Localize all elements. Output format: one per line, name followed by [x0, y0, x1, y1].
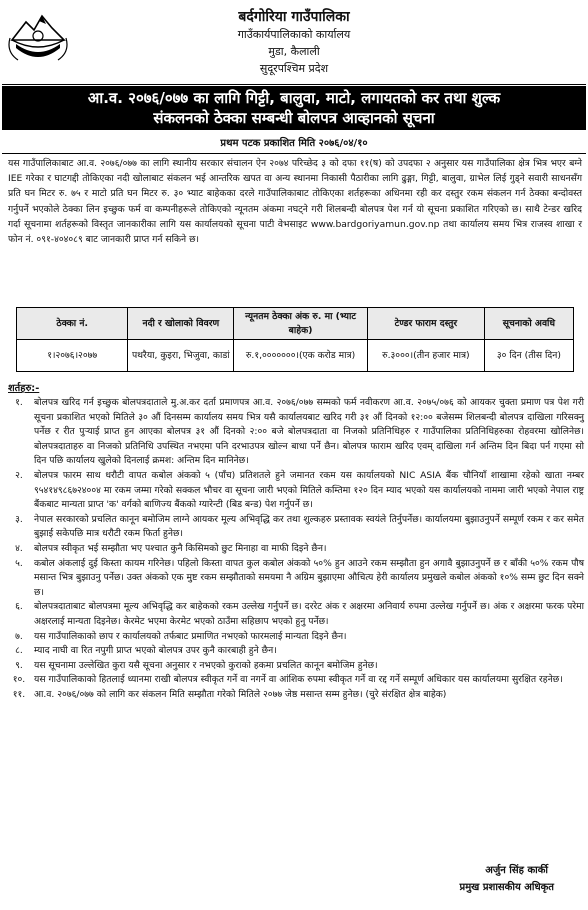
condition-number: ९.: [15, 659, 23, 671]
list-item: [4, 396, 584, 469]
condition-number: ७.: [15, 630, 23, 642]
cell-contract-no: १।२०७६।२०७७: [17, 340, 128, 372]
notice-title-banner: [2, 86, 586, 130]
list-item: [4, 688, 584, 703]
condition-number: ५.: [15, 557, 23, 569]
condition-number: १०.: [12, 674, 26, 686]
tender-table-header-row: [17, 308, 574, 340]
condition-number: ११.: [12, 688, 26, 700]
col-header-notice-period: सूचनाको अवधि: [484, 308, 573, 340]
condition-text: बोलपत्र फारम साथ धरौटी वापत कबोल अंकको ५ (पाँच) प्रतिशतले हुने जमानत रकम यस कार्यालयको NIC ASIA बैंक चौनियाँ शाखामा रहेको खाता नम्बर ९५४१४९८६७२४००४ मा रकम जम्मा गरेको सक्कल भौचर वा सूचना जारी भएको मितिले कम्तिमा १२० दिन म्याद भएको यस कार्यालयको नाममा जारी भएको नेपाल राष्ट्र बैंकबाट मान्यता प्राप्त 'क' वर्गको बाणिज्य बैंकको ग्यारेन्टी (बिड बन्ड) पेश गर्नुपर्ने छ।: [34, 469, 584, 511]
signatory-title: प्रमुख प्रशासकीय अधिकृत: [459, 882, 554, 893]
list-item: [4, 673, 584, 688]
letterhead: [0, 0, 588, 84]
condition-number: १.: [15, 397, 23, 408]
conditions-list: [4, 396, 584, 702]
col-header-river-details: नदी र खोलाको विवरण: [128, 308, 234, 340]
col-header-contract-no: ठेक्का नं.: [17, 308, 128, 340]
cell-notice-period: ३० दिन (तीस दिन): [484, 340, 573, 372]
list-item: [4, 542, 584, 557]
condition-text: यस गाउँपालिकाको हितलाई ध्यानमा राखी बोलपत्र स्वीकृत गर्ने वा नगर्ने वा आंशिक रुपमा स्वीकृत गर्ने वा रद्द गर्ने सम्पूर्ण अधिकार यस कार्यालयमा सुरक्षित रहनेछ।: [34, 674, 563, 686]
cell-river-details: पथरैया, कुइरा, भिजुवा, काडां: [128, 340, 234, 372]
list-item: [4, 469, 584, 513]
intro-paragraph: यस गाउँपालिकाबाट आ.व. २०७६/०७७ का लागि स्थानीय सरकार संचालन ऐन २०७४ परिच्छेद ३ को दफा ११(ष) को उपदफा २ अनुसार यस गाउँपालिका क्षेत्र भित्र भएर बग्ने IEE गरेका र घाटगद्दी तोकिएका नदी खोलाबाट संकलन भई आन्तरिक खपत वा अन्य स्थानमा निकासी पैठारीका लागि ढुङ्गा, गिट्टी, बालुवा, ग्राभेल लिई गुड्ने सवारी साधनसँग प्रति घन मिटर रु. ७५ र माटो प्रति घन मिटर रु. ३० भ्याट बाहेकका दरले गाउँपालिकाबाट तोकिएका शर्तहरूका अधिनमा रही कर दस्तुर रकम संकलन गर्न ठेक्का बन्दोवस्त गर्नुपर्ने भएकोले ठेक्का लिन इच्छुक फर्म वा कम्पनीहरूले तोकिएको न्यूनतम अंकमा नघट्ने गरी शिलबन्दी बोलपत्र पेश गर्न यो सूचना प्रकाशित गरिएको छ। साथै टेन्डर खरिद गर्दा सूचनामा शर्तहरूको विस्तृत जानकारीका लागि यस कार्यालयको सूचना पाटी वेभसाइट www.bardgoriyamun.gov.np तथा कार्यालय समय भित्र राजस्व शाखा र फोन नं. ०९१-४०४०८९ बाट जानकारी प्राप्त गर्न सकिने छ।: [8, 158, 582, 246]
condition-number: ३.: [15, 513, 23, 525]
list-item: [4, 513, 584, 542]
condition-text: बोलपत्र खरिद गर्न इच्छुक बोलपत्रदाताले मु.अ.कर दर्ता प्रमाणपत्र आ.व. २०७६/०७७ सम्मको फर्म नवीकरण आ.व. २०७५/०७६ को आयकर चुक्ता प्रमाण पत्र पेश गरी सूचना प्रकाशित भएको मितिले ३० औं दिनसम्म कार्यालय समय भित्र यसै कार्यालयबाट खरिद गरी ३१ औं दिनको १२:०० बजेसम्म शिलबन्दी बोलपत्र दाखिला गरिसक्नु पर्नेछ र रीत पुऱ्याई प्राप्त हुन आएका बोलपत्र ३१ औं दिनको २:०० बजे बोलपत्रदाता वा निजको प्रतिनिधिहरु र गाउँपालिका प्रतिनिधिहरुका रोहवरमा खोलिनेछ। बोलपत्रदाताहरु वा निजको प्रतिनिधि उपस्थित नभएमा पनि दरभाउपत्र खोल्न बाधा पर्ने छैन। बोलपत्र फाराम खरिद एवम् दाखिला गर्न अन्तिम दिन बिदा पर्न गएमा सो दिन पछि कार्यालय खुलेको दिनलाई क्रमश: अन्तिम दिन मानिनेछ।: [34, 397, 584, 467]
header-divider: [2, 84, 586, 85]
office-name: गाउँकार्यपालिकाको कार्यालय: [237, 28, 351, 41]
notice-title-line-2: संकलनको ठेक्का सम्बन्धी बोलपत्र आव्हानको सूचना: [153, 109, 435, 127]
tender-table: [16, 307, 574, 372]
office-location: मुडा, कैलाली: [268, 45, 320, 58]
municipality-name: बर्दगोरिया गाउँपालिका: [238, 9, 350, 25]
condition-text: यस गाउँपालिकाको छाप र कार्यालयको तर्फबाट प्रमाणित नभएको फारमलाई मान्यता दिइने छैन।: [34, 630, 347, 642]
condition-text: आ.व. २०७६/०७७ को लागि कर संकलन मिति सम्झौता गरेको मितिले २०७७ जेष्ठ मसान्त सम्म हुनेछ। (चुरे संरक्षित क्षेत्र बाहेक): [34, 688, 447, 700]
condition-text: कबोल अंकलाई दुई किस्ता कायम गरिनेछ। पहिलो किस्ता वापत कुल कबोल अंकको ५०% हुन आउने रकम सम्झौता हुन अगावै बुझाउनुपर्ने छ र बाँकी ५०% रकम पौष मसान्त भित्र बुझाउनु पर्नेछ। उक्त अंकको एक मुष्ट रकम सम्झौताको समयमा नै अग्रिम बुझाएमा औचित्य हेरी कार्यालय प्रमुखले कबोल अंकको १०% सम्म छुट दिन सक्ने छ।: [34, 557, 584, 598]
condition-number: ४.: [15, 542, 23, 554]
condition-text: म्याद नाघी वा रित नपुगी प्राप्त भएको बोलपत्र उपर कुनै कारबाही हुने छैन।: [34, 645, 277, 657]
list-item: [4, 644, 584, 659]
condition-text: बोलपत्रदाताबाट बोलपत्रमा मूल्य अभिवृद्धि कर बाहेकको रकम उल्लेख गर्नुपर्ने छ। दररेट अंक र अक्षरमा अनिवार्य रुपमा उल्लेख गर्नुपर्ने छ। अंक र अक्षरमा फरक परेमा अक्षरलाई मान्यता दिइनेछ। केरमेट भएमा केरमेट भएको ठाउँमा सहिछाप भएको हुनु पर्नेछ।: [34, 601, 584, 627]
condition-number: ६.: [15, 601, 23, 613]
col-header-min-amount: न्यूनतम ठेक्का अंक रु. मा (भ्याट बाहेक): [234, 308, 368, 340]
cell-form-fee: रु.३०००।(तीन हजार मात्र): [367, 340, 484, 372]
condition-text: यस सूचनामा उल्लेखित कुरा यसै सूचना अनुसार र नभएको कुराको हकमा प्रचलित कानून बमोजिम हुनेछ।: [34, 659, 378, 671]
condition-number: २.: [15, 469, 23, 481]
condition-text: बोलपत्र स्वीकृत भई सम्झौता भए पश्चात कुनै किसिमको छुट मिनाहा वा माफी दिइने छैन।: [34, 542, 327, 554]
province-name: सुदूरपश्चिम प्रदेश: [259, 62, 329, 75]
notice-title-line-1: आ.व. २०७६/०७७ का लागि गिट्टी, बालुवा, माटो, लगायतको कर तथा शुल्क: [87, 89, 501, 107]
publish-date: प्रथम पटक प्रकाशित मिति २०७६/०४/१०: [220, 138, 368, 149]
list-item: [4, 557, 584, 601]
condition-number: ८.: [15, 645, 23, 657]
conditions-heading: शर्तहरु:-: [8, 383, 40, 394]
date-divider: [2, 153, 586, 154]
signatory-name: अर्जुन सिंह कार्की: [485, 865, 548, 876]
table-row: [17, 340, 574, 372]
list-item: [4, 659, 584, 674]
condition-text: नेपाल सरकारको प्रचलित कानून बमोजिम लाग्ने आयकर मूल्य अभिवृद्धि कर तथा शुल्कहरु प्रस्तावक स्वयंले तिर्नुपर्नेछ। कार्यालयमा बुझाउनुपर्ने सम्पूर्ण रकम र कर समेत बुझाई सकेपछि मात्र धरौटी रकम फिर्ता हुनेछ।: [34, 513, 584, 540]
cell-min-amount: रु.१,०००००००।(एक करोड मात्र): [234, 340, 368, 372]
list-item: [4, 630, 584, 645]
list-item: [4, 600, 584, 629]
col-header-form-fee: टेण्डर फाराम दस्तुर: [367, 308, 484, 340]
